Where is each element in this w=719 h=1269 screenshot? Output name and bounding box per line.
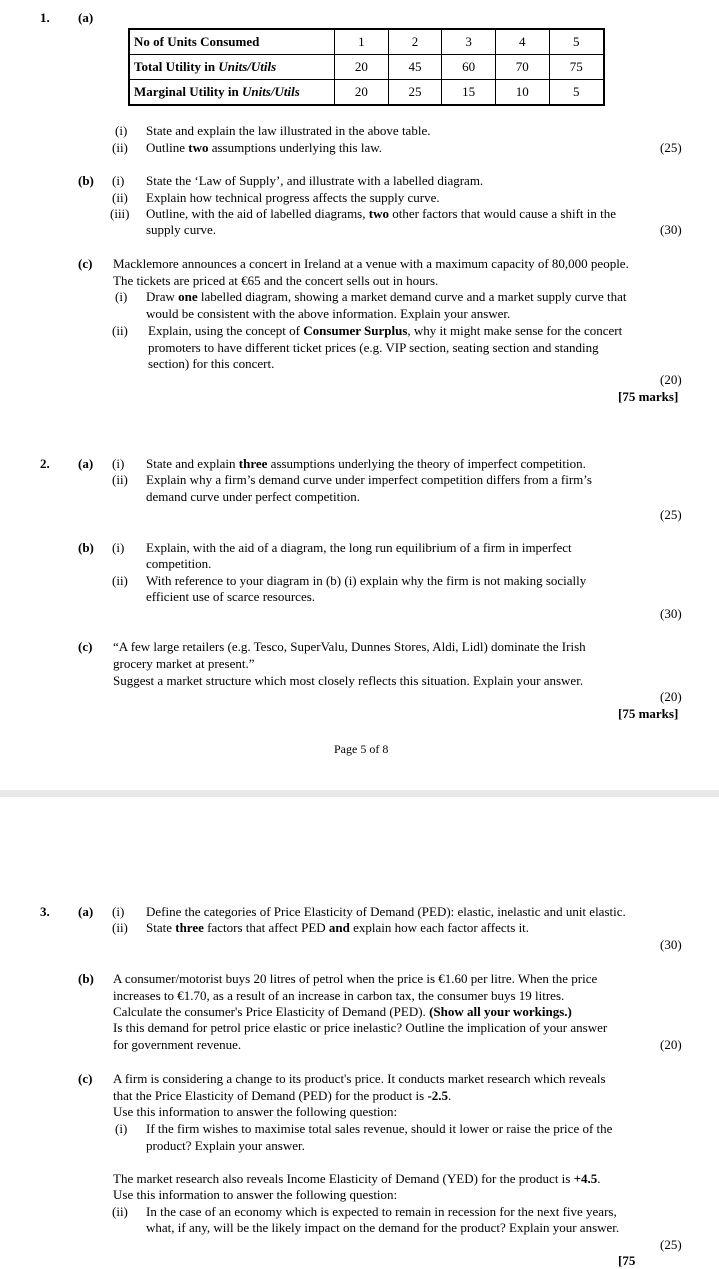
q2-part-b-label: (b) (78, 540, 94, 555)
question-2-number: 2. (40, 456, 50, 471)
table-header-cell: 1 (335, 29, 389, 55)
q3-a-i-text: Define the categories of Price Elasticity of Demand (PED): elastic, inelastic and unit elastic. (146, 904, 626, 919)
q2-c-marks: (20) (660, 689, 682, 704)
q3-b-text-2: increases to €1.70, as a result of an increase in carbon tax, the consumer buys 19 litres. (113, 988, 565, 1003)
q3-a-ii-text: State three factors that affect PED and explain how each factor affects it. (146, 920, 530, 935)
q1-b-iii-text-cont: supply curve. (146, 222, 217, 237)
table-cell: 15 (442, 80, 496, 106)
utility-table (128, 28, 605, 106)
q3-c-text-1: A firm is considering a change to its product's price. It conducts market research which reveals (113, 1071, 606, 1086)
table-cell: 25 (388, 80, 442, 106)
table-header-cell: 3 (442, 29, 496, 55)
q3-b-text-1: A consumer/motorist buys 20 litres of petrol when the price is €1.60 per litre. When the price (113, 971, 598, 986)
question-3-number: 3. (40, 904, 50, 919)
q1-c-marks: (20) (660, 372, 682, 387)
q3-a-ii-number: (ii) (112, 920, 128, 935)
q2-a-ii-number: (ii) (112, 472, 128, 487)
table-cell: 45 (388, 55, 442, 80)
page-break-divider (0, 790, 719, 797)
q1-b-i-text: State the ‘Law of Supply’, and illustrate with a labelled diagram. (146, 173, 484, 188)
q3-part-a-label: (a) (78, 904, 94, 919)
q2-b-ii-number: (ii) (112, 573, 128, 588)
q1-part-a-label: (a) (78, 10, 94, 25)
table-header-cell: No of Units Consumed (129, 29, 335, 55)
q3-b-marks: (20) (660, 1037, 682, 1052)
q3-b-text-5: for government revenue. (113, 1037, 242, 1052)
table-cell: 75 (549, 55, 604, 80)
table-row-label: Total Utility in Units/Utils (129, 55, 335, 80)
q1-b-ii-text: Explain how technical progress affects the supply curve. (146, 190, 440, 205)
q3-c-i-number: (i) (115, 1121, 128, 1136)
q3-c-text-2: that the Price Elasticity of Demand (PED) for the product is -2.5. (113, 1088, 452, 1103)
q1-c-i-number: (i) (115, 289, 128, 304)
q1-part-b-label: (b) (78, 173, 94, 188)
q3-c-i-text: If the firm wishes to maximise total sales revenue, should it lower or raise the price of the (146, 1121, 613, 1136)
q3-part-c-label: (c) (78, 1071, 93, 1086)
question-1-number: 1. (40, 10, 50, 25)
table-cell: 70 (495, 55, 549, 80)
q3-c-text-3: Use this information to answer the following question: (113, 1104, 398, 1119)
q2-part-a-label: (a) (78, 456, 94, 471)
q1-c-text-2: The tickets are priced at €65 and the concert sells out in hours. (113, 273, 439, 288)
q2-b-marks: (30) (660, 606, 682, 621)
q3-b-text-3: Calculate the consumer's Price Elasticity of Demand (PED). (Show all your workings.) (113, 1004, 572, 1019)
q3-a-marks: (30) (660, 937, 682, 952)
q1-c-ii-text: Explain, using the concept of Consumer Surplus, why it might make sense for the concert (148, 323, 623, 338)
q3-c-text-4: The market research also reveals Income Elasticity of Demand (YED) for the product is +4.5. (113, 1171, 601, 1186)
q2-b-i-text-cont: competition. (146, 556, 212, 571)
q1-a-i-number: (i) (115, 123, 128, 138)
q1-c-text-1: Macklemore announces a concert in Ireland at a venue with a maximum capacity of 80,000 people. (113, 256, 629, 271)
q2-b-i-text: Explain, with the aid of a diagram, the long run equilibrium of a firm in imperfect (146, 540, 572, 555)
q1-a-i-text: State and explain the law illustrated in the above table. (146, 123, 431, 138)
q1-b-marks: (30) (660, 222, 682, 237)
q2-a-ii-text-cont: demand curve under perfect competition. (146, 489, 361, 504)
q2-c-text-1: “A few large retailers (e.g. Tesco, SuperValu, Dunnes Stores, Aldi, Lidl) dominate the Irish (113, 639, 586, 654)
q1-a-marks: (25) (660, 140, 682, 155)
table-header-cell: 5 (549, 29, 604, 55)
q3-part-b-label: (b) (78, 971, 94, 986)
q3-c-ii-text: In the case of an economy which is expected to remain in recession for the next five years, (146, 1204, 617, 1219)
table-row-label: Marginal Utility in Units/Utils (129, 80, 335, 106)
q1-b-i-number: (i) (112, 173, 125, 188)
q1-c-i-text-cont: would be consistent with the above information. Explain your answer. (146, 306, 511, 321)
q2-total-marks: [75 marks] (618, 706, 679, 721)
q3-c-i-text-cont: product? Explain your answer. (146, 1138, 305, 1153)
q2-a-ii-text: Explain why a firm’s demand curve under imperfect competition differs from a firm’s (146, 472, 592, 487)
q1-c-ii-number: (ii) (112, 323, 128, 338)
q3-c-marks: (25) (660, 1237, 682, 1252)
table-header-row (129, 29, 604, 55)
q3-b-text-4: Is this demand for petrol price elastic or price inelastic? Outline the implication of your answer (113, 1020, 608, 1035)
q2-a-i-text: State and explain three assumptions underlying the theory of imperfect competition. (146, 456, 586, 471)
q1-part-c-label: (c) (78, 256, 93, 271)
table-cell: 20 (335, 55, 389, 80)
q1-c-i-text: Draw one labelled diagram, showing a market demand curve and a market supply curve that (146, 289, 627, 304)
q2-a-i-number: (i) (112, 456, 125, 471)
q3-total-marks-partial: [75 (618, 1253, 636, 1268)
q1-b-ii-number: (ii) (112, 190, 128, 205)
q3-c-ii-text-cont: what, if any, will be the likely impact on the demand for the product? Explain your answer. (146, 1220, 620, 1235)
q2-c-text-3: Suggest a market structure which most closely reflects this situation. Explain your answer. (113, 673, 584, 688)
table-row (129, 55, 604, 80)
table-cell: 60 (442, 55, 496, 80)
q3-a-i-number: (i) (112, 904, 125, 919)
q2-b-ii-text-cont: efficient use of scarce resources. (146, 589, 316, 604)
page-number-footer: Page 5 of 8 (334, 742, 389, 756)
q2-a-marks: (25) (660, 507, 682, 522)
q1-c-ii-text-cont-2: section) for this concert. (148, 356, 275, 371)
q2-b-i-number: (i) (112, 540, 125, 555)
q1-a-ii-text: Outline two assumptions underlying this law. (146, 140, 383, 155)
table-cell: 10 (495, 80, 549, 106)
q3-c-ii-number: (ii) (112, 1204, 128, 1219)
table-cell: 20 (335, 80, 389, 106)
q1-total-marks: [75 marks] (618, 389, 679, 404)
q1-b-iii-text: Outline, with the aid of labelled diagrams, two other factors that would cause a shift in the (146, 206, 617, 221)
table-header-cell: 2 (388, 29, 442, 55)
q3-c-text-5: Use this information to answer the following question: (113, 1187, 398, 1202)
table-header-cell: 4 (495, 29, 549, 55)
table-cell: 5 (549, 80, 604, 106)
q2-c-text-2: grocery market at present.” (113, 656, 255, 671)
q1-b-iii-number: (iii) (110, 206, 130, 221)
q2-b-ii-text: With reference to your diagram in (b) (i) explain why the firm is not making socially (146, 573, 587, 588)
q1-c-ii-text-cont: promoters to have different ticket prices (e.g. VIP section, seating section and standing (148, 340, 599, 355)
q1-a-ii-number: (ii) (112, 140, 128, 155)
q2-part-c-label: (c) (78, 639, 93, 654)
table-row (129, 80, 604, 106)
